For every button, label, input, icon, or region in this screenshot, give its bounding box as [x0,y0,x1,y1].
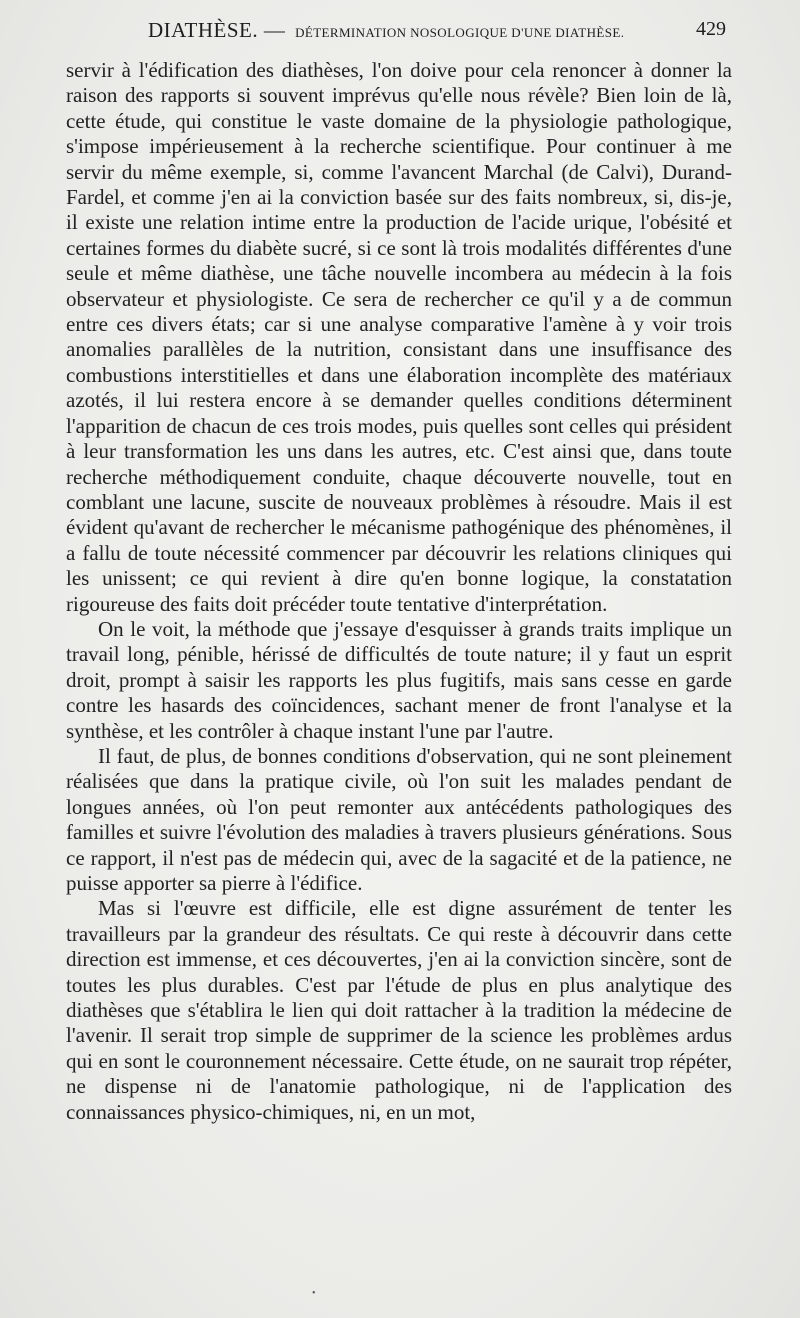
page-number: 429 [696,18,726,40]
header-title: DIATHÈSE. [148,18,259,42]
body-text [66,58,732,1125]
running-header [66,18,728,48]
print-speck: • [312,1288,316,1299]
paragraph-observation: Il faut, de plus, de bonnes conditions d'observation, qui ne sont pleinement réalisées que dans la pratique civile, où l'on suit les malades pendant de longues années, où l'on peut remonter aux antécédents pathologiques des familles et suivre l'évolution des maladies à travers plusieurs générations. Sous ce rapport, il n'est pas de médecin qui, avec de la sagacité et de la patience, ne puisse apporter sa pierre à l'édifice. [66,743,732,895]
paragraph-conclusion: Mas si l'œuvre est difficile, elle est digne assurément de tenter les travailleurs par la grandeur des résultats. Ce qui reste à découvrir dans cette direction est immense, et ces découvertes, j'en ai la conviction sincère, sont de toutes les plus durables. C'est par l'étude de plus en plus analytique des diathèses que s'établira le lien qui doit rattacher à la tradition la médecine de l'avenir. Il serait trop simple de supprimer de la science les problèmes ardus qui en sont le couronnement nécessaire. Cette étude, on ne saurait trop répéter, ne dispense ni de l'anatomie pathologique, ni de l'application des connaissances physico-chimiques, ni, en un mot, [66,896,732,1124]
header-dash: — [263,18,286,42]
paragraph-method: On le voit, la méthode que j'essaye d'esquisser à grands traits implique un travail long, pénible, hérissé de difficultés de toute nature; il y faut un esprit droit, prompt à saisir les rapports les plus fugitifs, mais sans cesse en garde contre les hasards des coïncidences, sachant mener de front l'analyse et la synthèse, et les contrôler à chaque instant l'une par l'autre. [66,616,732,743]
header-title-group [148,18,624,43]
header-running-title: DÉTERMINATION NOSOLOGIQUE D'UNE DIATHÈSE. [295,25,625,40]
paragraph-continuation: servir à l'édification des diathèses, l'on doive pour cela renoncer à donner la raison des rapports si souvent imprévus qu'elle nous révèle? Bien loin de là, cette étude, qui constitue le vaste domaine de la physiologie pathologique, s'impose impérieusement à la recherche scientifique. Pour continuer à me servir du même exemple, si, comme l'avancent Marchal (de Calvi), Durand-Fardel, et comme j'en ai la conviction basée sur des faits nombreux, si, dis-je, il existe une relation intime entre la production de l'acide urique, l'obésité et certaines formes du diabète sucré, si ce sont là trois modalités différentes d'une seule et même diathèse, une tâche nouvelle incombera au médecin à la fois observateur et physiologiste. Ce sera de rechercher ce qu'il y a de commun entre ces divers états; car si une analyse comparative l'amène à y voir trois anomalies parallèles de la nutrition, consistant dans une insuffisance des combustions interstitielles et dans une élaboration incomplète des matériaux azotés, il lui restera encore à se demander quelles conditions déterminent l'apparition de chacun de ces trois modes, puis quelles sont celles qui président à leur transformation les uns dans les autres, etc. C'est ainsi que, dans toute recherche méthodiquement conduite, chaque découverte nouvelle, tout en comblant une lacune, suscite de nouveaux problèmes à résoudre. Mais il est évident qu'avant de rechercher le mécanisme pathogénique des phénomènes, il a fallu de toute nécessité commencer par découvrir les relations cliniques qui les unissent; ce qui revient à dire qu'en bonne logique, la constatation rigoureuse des faits doit précéder toute tentative d'interprétation. [66,58,732,616]
